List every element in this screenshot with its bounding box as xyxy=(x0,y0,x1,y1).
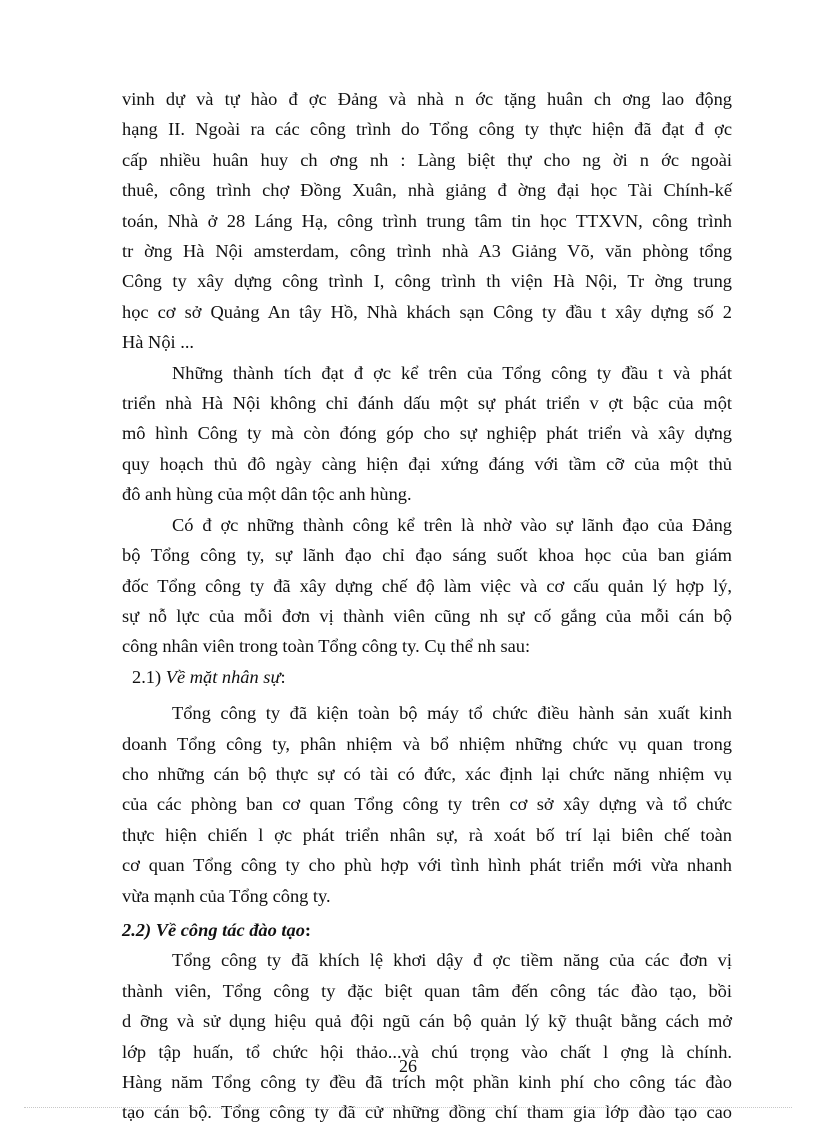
section-title: Về công tác đào tạo xyxy=(155,919,305,940)
text-line: công nhân viên trong toàn Tổng công ty. Cụ thể nh sau: xyxy=(122,636,531,657)
text-line: quy hoạch thủ đô ngày càng hiện đại xứng đáng với tầm cỡ của một thủ xyxy=(122,453,732,474)
text-line: d ỡng và sử dụng hiệu quả đội ngũ cán bộ quản lý kỹ thuật bằng cách mở xyxy=(122,1011,732,1032)
text-line: Công ty xây dựng công trình I, công trình th viện Hà Nội, Tr ờng trung xyxy=(122,271,732,292)
paragraph-leadership xyxy=(122,510,732,662)
section-number: 2.1) xyxy=(132,666,162,687)
text-line: sự nỗ lực của mỗi đơn vị thành viên cũng nh sự cố gắng của mỗi cán bộ xyxy=(122,605,732,626)
text-line: doanh Tổng công ty, phân nhiệm và bổ nhiệm những chức vụ quan trong xyxy=(122,733,732,754)
page-number: 26 xyxy=(399,1056,417,1076)
text-line: cho những cán bộ thực sự có tài có đức, xác định lại chức năng nhiệm vụ xyxy=(122,763,732,784)
text-line: hạng II. Ngoài ra các công trình do Tổng công ty thực hiện đã đạt đ ợc xyxy=(122,119,732,140)
paragraph-personnel xyxy=(122,698,732,911)
text-line: cơ quan Tổng công ty cho phù hợp với tình hình phát triển mới vừa nhanh xyxy=(122,855,732,876)
section-title: Về mặt nhân sự xyxy=(165,666,281,687)
text-line: lớp tập huấn, tổ chức hội thảo...và chú trọng vào chất l ợng là chính. xyxy=(122,1041,732,1062)
page-bottom-divider xyxy=(24,1107,792,1108)
text-line: cấp nhiều huân huy ch ơng nh : Làng biệt thự cho ng ời n ớc ngoài xyxy=(122,149,732,170)
text-line: Những thành tích đạt đ ợc kể trên của Tổng công ty đầu t và phát xyxy=(172,362,732,383)
text-line: thành viên, Tổng công ty đặc biệt quan tâm đến công tác đào tạo, bồi xyxy=(122,980,732,1001)
text-line: mô hình Công ty mà còn đóng góp cho sự nghiệp phát triển và xây dựng xyxy=(122,423,732,444)
section-heading-2-2 xyxy=(122,915,732,945)
text-line: Có đ ợc những thành công kể trên là nhờ vào sự lãnh đạo của Đảng xyxy=(172,514,732,535)
paragraph-awards xyxy=(122,84,732,358)
text-line: tạo cán bộ. Tổng công ty đã cử những đồng chí tham gia lớp đào tạo cao xyxy=(122,1102,732,1123)
text-line: thực hiện chiến l ợc phát triển nhân sự, rà xoát bố trí lại biên chế toàn xyxy=(122,824,732,845)
text-line: thuê, công trình chợ Đồng Xuân, nhà giảng đ ờng đại học Tài Chính-kế xyxy=(122,180,732,201)
page-body xyxy=(122,84,732,1128)
text-line: bộ Tổng công ty, sự lãnh đạo chỉ đạo sáng suốt khoa học của ban giám xyxy=(122,545,732,566)
text-line: đô anh hùng của một dân tộc anh hùng. xyxy=(122,484,412,505)
text-line: tr ờng Hà Nội amsterdam, công trình nhà A3 Giảng Võ, văn phòng tổng xyxy=(122,241,732,262)
section-number: 2.2) xyxy=(122,919,152,940)
text-line: Tổng công ty đã khích lệ khơi dậy đ ợc tiềm năng của các đơn vị xyxy=(172,950,732,971)
text-line: Tổng công ty đã kiện toàn bộ máy tổ chức điều hành sản xuất kinh xyxy=(172,703,732,724)
section-suffix: : xyxy=(280,666,286,687)
text-line: của các phòng ban cơ quan Tổng công ty trên cơ sở xây dựng và tổ chức xyxy=(122,794,732,815)
text-line: Hà Nội ... xyxy=(122,332,195,353)
section-heading-2-1 xyxy=(122,662,732,692)
paragraph-training xyxy=(122,945,732,1127)
text-line: toán, Nhà ở 28 Láng Hạ, công trình trung tâm tin học TTXVN, công trình xyxy=(122,210,732,231)
section-suffix: : xyxy=(304,919,312,940)
paragraph-achievements xyxy=(122,358,732,510)
text-line: học cơ sở Quảng An tây Hồ, Nhà khách sạn Công ty đầu t xây dựng số 2 xyxy=(122,301,732,322)
text-line: vinh dự và tự hào đ ợc Đảng và nhà n ớc tặng huân ch ơng lao động xyxy=(122,89,732,109)
text-line: triển nhà Hà Nội không chỉ đánh dấu một sự phát triển v ợt bậc của một xyxy=(122,393,732,414)
text-line: đốc Tổng công ty đã xây dựng chế độ làm việc và cơ cấu quản lý hợp lý, xyxy=(122,575,732,596)
text-line: vừa mạnh của Tổng công ty. xyxy=(122,885,331,906)
text-line: Hàng năm Tổng công ty đều đã trích một phần kinh phí cho công tác đào xyxy=(122,1072,732,1092)
